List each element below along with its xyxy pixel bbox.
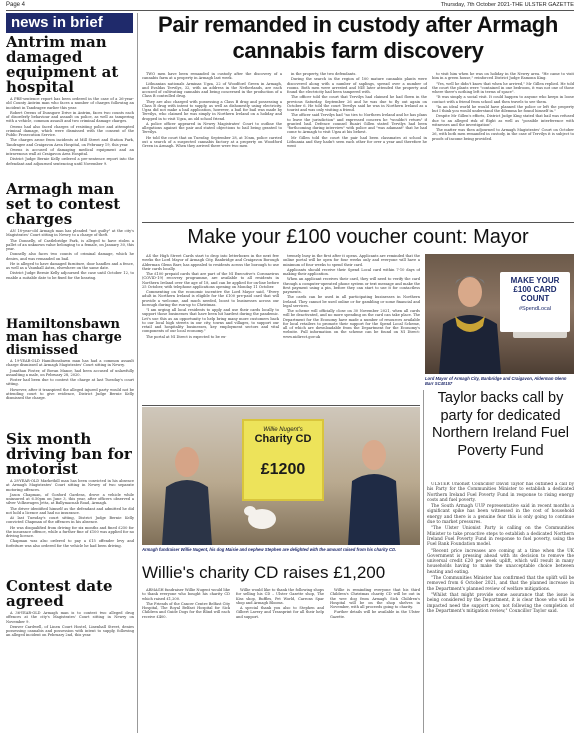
paragraph: Owens had also faced charges of resisting police and attempted criminal damage, which were dismissed with the consent of the Public Prosecution Service. xyxy=(6,124,134,137)
paragraph: The officer told the court that Tervilys had claimed he had flown in the previous Saturday, September 26 and he was due to fly out again on October 6. He told the court Tervilys said he was in Northern Ireland as a tourist and was only visiting a friend. xyxy=(287,95,427,112)
charity-caption: Armagh fundraiser Willie Nugent, his dog Maisie and nephew Stephen are delighted with the amount raised from his charity CD. xyxy=(142,547,397,552)
brief-body xyxy=(6,479,134,548)
charity-col-2 xyxy=(236,588,324,733)
paragraph: A 36-YEAR-OLD Armagh man is to contest two alleged drug offences at the city's Magistrates' Court sitting in Newry on November 9. xyxy=(6,611,134,624)
taylor-headline-text: Taylor backs call by party for dedicated Northern Ireland Fuel Poverty Fund xyxy=(431,390,569,459)
brief-body xyxy=(6,229,134,280)
brief-body xyxy=(6,611,134,638)
lead-headline-text: Pair remanded in custody after Armagh cannabis farm discovery xyxy=(157,12,559,63)
charity-headline-text: Willie's charity CD raises £1,200 xyxy=(142,563,386,582)
paragraph: ULSTER Unionist Councillor David Taylor has outlined a call by his Party for the Communities Minister to establish a dedicated Northern Ireland Fuel Poverty Fund in response to rising energy costs and fuel poverty. xyxy=(427,482,574,503)
voucher-col-1 xyxy=(142,254,279,402)
paragraph: The Donnelly, of Castlebridge Park, is alleged to have stolen a pallet of an unknown value belonging to a female, on January 30, this year. xyxy=(6,238,134,251)
paragraph: AS the High Street Cards start to drop into letterboxes in the next few weeks the Lord Mayor of Armagh City, Banbridge and Craigavon Borough Alderman Glenn Barr, has appealed to residents across the borough to use their cards locally. xyxy=(142,254,279,271)
paragraph: The Friends of the Cancer Centre Belfast City Hospital, The Royal Belfast Hospital for Sick Children and Guide Dogs for the Blind will each receive £400. xyxy=(142,601,230,619)
column-divider xyxy=(137,13,138,733)
lead-col-3 xyxy=(432,72,574,220)
paragraph: Jonathan Foster, of Bovan Manor, had been accused of unlawfully assaulting a male, on February 28, 2020. xyxy=(6,368,134,377)
paragraph: "It was simply a social visit. It could happen to anyone who keeps in loose contact with a friend from school and then travels to see them. xyxy=(432,95,574,104)
paragraph: "In an ideal world he would have planned the police or left the property but I think you would understand the dilemma he found himself in." xyxy=(432,104,574,113)
mayor-caption: Lord Mayor of Armagh City, Banbridge and Craigavon, Alderman Glenn Barr SC40157 xyxy=(425,376,567,386)
paragraph: A police officer appeared in Newry Magistrates' Court to outline the allegations against the pair and stated objections to bail being granted to Tervilys. xyxy=(142,121,282,135)
paragraph: Foster had been due to contest the charge at last Tuesday's court sitting. xyxy=(6,378,134,387)
lead-col-1 xyxy=(142,72,282,220)
paragraph: "The Ulster Unionist Party is calling on the Communities Minister to take proactive steps to establish a dedicated Northern Ireland Fuel Poverty Fund in response to fuel poverty, using the Fuel Bank Foundation model. xyxy=(427,526,574,548)
brief-headline: Six month driving ban for motorist xyxy=(6,432,132,478)
paragraph: "The Communities Minister has confirmed that the uplift will be removed from 6 October 2021, and that the planned increase in the Department's planned review of welfare mitigations. xyxy=(427,576,574,592)
news-in-brief-banner xyxy=(6,13,133,33)
paragraph: The South Armagh UUP representative said in recent months a significant spike has been witnessed in the cost of household energy and there is a genuine fear this is only going to continue due to market pressures. xyxy=(427,504,574,526)
paragraph: The cards can be used in all participating businesses in Northern Ireland. They cannot be used online or for gambling or some financial and legal services. xyxy=(283,295,420,308)
paragraph: A 19-YEAR-OLD Hamiltonsbawn man has had a common assault charge dismissed at Armagh Magistrates' Court sitting in Newry. xyxy=(6,359,134,368)
folio-page: Page 4 xyxy=(6,2,26,8)
paragraph: He told the court that on Tuesday, September 28, at 10am, police carried out a search of a suspected cannabis factory at a property on Woodford Green in Armagh. When they arrived there were two men xyxy=(142,135,282,148)
paragraph: The officer said Tervilys had "no ties to Northern Ireland and he has plans to leave the jurisdiction" and expressed concern he "wouldn't return" if granted bail. Defence counsel Ruairi Gillen stated Tervilys had been "forthcoming during interview" with police and "was adamant" that he had come to Armagh to visit Ugza at his behest. xyxy=(287,113,427,135)
section-rule xyxy=(142,405,420,406)
paragraph: They are also charged with possessing a Class B drug and possessing a Class B drug with intent to supply, as well as dishonestly using electricity. Ugza did not make a bail application, however, a bail for bail was made by Tervilys, who claimed he was simply in Northern Ireland on a holiday and dropped in to visit Ugza, an old school friend. xyxy=(142,99,282,121)
voucher-headline-text: Make your £100 voucher count: Mayor xyxy=(187,226,529,248)
paragraph: Owens is accused of damaging medical equipment and an intravenous wall at Craigavon Area Hospital. xyxy=(6,147,134,156)
paragraph: to visit him when he was on holiday in the Newry area. "He came to visit him in a green house," reinforced District Judge Eamonn King. xyxy=(432,72,574,81)
sign-line-3: COUNT xyxy=(520,294,550,303)
voucher-headline xyxy=(142,224,574,250)
paragraph: At last Tuesday's court sitting, District Judge Bernie Kelly convicted Chapman of the offences in his absence. xyxy=(6,516,134,525)
brief-item-2 xyxy=(6,182,134,317)
paragraph: He is alleged to have damaged furniture, door handles and a fence, as well as a Vauxhall Astra, elsewhere on the same date. xyxy=(6,261,134,270)
paragraph: AN 18-year-old Armagh man has pleaded "not guilty" at the city's Magistrates' Court sitting in Newry to a charge of theft. xyxy=(6,229,134,238)
paragraph: Applicants should receive their Spend Local card within 7-10 days of making their application. xyxy=(283,267,420,276)
taylor-headline xyxy=(427,390,574,480)
voucher-col-2 xyxy=(283,254,420,402)
paragraph: "I am urging all local residents to apply and use their cards locally to support those businesses that have been hit hardest during the pandemic. Let's use this as an opportunity to help bring many more customers back to our local high streets in our city, towns and villages, to support our retail and hospitality businesses, key employment sectors and vital components of our local economy." xyxy=(142,308,279,334)
column-divider xyxy=(423,390,424,733)
sign-line-1: MAKE YOUR xyxy=(510,276,560,285)
paragraph: The driver identified himself as the defendant and admitted he did not hold a licence and had no insurance. xyxy=(6,506,134,515)
brief-headline: Hamiltonsbawn man has charge dismissed xyxy=(6,318,122,358)
paragraph: "Whilst that might provide some assurance that the issue is being considered by the Department, it is clear those who will be impacted need the support now, not following the completion of the Department's mitigation review," Councillor Taylor said. xyxy=(427,592,574,614)
sign-title: Charity CD xyxy=(254,433,312,445)
taylor-body xyxy=(427,482,574,733)
charity-headline xyxy=(142,561,420,585)
paragraph: Chapman was also ordered to pay a £15 offender levy and forfeiture was also ordered for the vehicle he had been driving. xyxy=(6,539,134,548)
charity-cd-sign xyxy=(242,419,324,501)
brief-item-5 xyxy=(6,579,134,734)
charity-col-3 xyxy=(330,588,420,733)
mayor-photo xyxy=(425,254,574,374)
paragraph: The portal at NI Direct is expected to be ex- xyxy=(146,334,227,339)
paragraph: District Judge Bernie Kelly ordered a pre-sentence report into the defendant and adjourned sentencing until November 9. xyxy=(6,157,134,166)
paragraph: Denver Cardwell, of Linen Court Hostel, Linenhall Street, denies possessing cannabis and possession with intent to supply, following an alleged incident on February 2nd, this year. xyxy=(6,624,134,638)
news-in-brief-label: news in brief xyxy=(11,14,103,31)
paragraph: ARMAGH fundraiser Willie Nugent would like to thank everyone who bought his charity CD which raised £1,200. xyxy=(142,588,230,601)
paragraph: Willie would like to thank the following shops for selling his CD – Ulster Gazette shop, The Kiss shop, Ruffles, Pet World, Carrons Spar shop and Armagh Blooms. xyxy=(236,588,324,605)
charity-photo xyxy=(142,407,420,545)
paragraph: District Judge Bernie Kelly adjourned the case until October 12, to enable a suitable date to be fixed for the hearing. xyxy=(6,271,134,280)
spend-local-sign xyxy=(500,272,570,332)
paragraph: The £100 prepaid cards that are part of the NI Executive's Coronavirus (COVID-19) recovery programme, are available to all residents in Northern Ireland over the age of 18, and can be applied for on-line before 25 October, with telephone applications opening on Monday 11 October. xyxy=(142,272,279,289)
brief-item-1 xyxy=(6,35,134,178)
lead-headline xyxy=(142,12,574,68)
paragraph: The charges arose from incidents at Mill Street and Station Park, Tandragee and Craigavon Area Hospital, on February 19, this year. xyxy=(6,138,134,147)
charity-col-1 xyxy=(142,588,230,733)
paragraph: Willie is reminding everyone that his third Children's Christmas charity CD will be out in the wee dog from Armagh Sick Children's Hospital will be on the shop shelves in November, with all proceeds going to charity. xyxy=(330,588,420,609)
paragraph: Robert Owens of Dunsgore Drive in Antrim, faces two counts each of disorderly behaviour and assault on police, as well as tampering with a vehicle, common assault and two criminal damage charges. xyxy=(6,110,134,124)
paragraph: Mr Gillen told the court the pair had been classmates at school in Lithuania and they hadn't seen each other for over a year and therefore he went xyxy=(287,135,427,148)
paragraph: in the property, the two defendants. xyxy=(291,72,357,76)
paragraph: Jason Chapman, of Gosford Gardens, drove a vehicle while uninsured at 6.50pm on June 3, this year, after officers observed a silver Volkswagen Jetta, at Ballymacnab Road, Armagh. xyxy=(6,492,134,506)
paragraph: He was disqualified from driving for six months and fined £250 for the insurance offence, while a further fine of £100 was applied for no driving licence. xyxy=(6,525,134,538)
paragraph: However, after it transpired the alleged injured party would not be attending court to give evidence, District Judge Bernie Kelly dismissed the charge. xyxy=(6,387,134,400)
brief-body xyxy=(6,359,134,400)
brief-item-3 xyxy=(6,318,134,430)
lead-col-2 xyxy=(287,72,427,220)
paragraph: A special thank you also to Stephen and Gilbert Lavery and Transprint for all their help and support. xyxy=(236,606,324,619)
brief-body xyxy=(6,97,134,166)
brief-headline: Antrim man damaged equipment at hospital xyxy=(6,35,119,96)
paragraph: Lithuanian nationals Arminas Ugza, 22 of Woodford Green in Armagh, and Evaldas Tervilys, 32, with an address in the Netherlands, are each accused of cultivating cannabis and being concerned in the production of a Class B controlled drug. xyxy=(142,81,282,99)
paragraph: Donnelly also faces two counts of criminal damage, which he denies, and was remanded on bail. xyxy=(6,252,134,261)
sign-amount: £1200 xyxy=(260,461,306,478)
paragraph: During the search in the region of 100 mature cannabis plants were discovered along with a number of saplings, spread over a number of rooms. Both men were arrested and NIE later attended the property and found the electricity had been tampered with. xyxy=(287,77,427,94)
brief-headline: Contest date agreed xyxy=(6,579,113,610)
section-rule xyxy=(142,222,574,223)
paragraph: A 28-YEAR-OLD Markethill man has been convicted in his absence at Armagh Magistrates' Court sitting in Newry of two separate motoring offences. xyxy=(6,479,134,492)
brief-headline: Armagh man set to contest charges xyxy=(6,182,121,228)
sign-line-2: £100 CARD xyxy=(513,285,557,294)
paragraph: The matter was then adjourned to Armagh Magistrates' Court on October 26, with both men remanded in custody, in the case of Tervilys it is subject to proofs of income being provided. xyxy=(432,128,574,141)
paragraph: Commenting on the economic incentive the Lord Mayor said, "Every adult in Northern Ireland is eligible for the £100 pre-paid card that will provide a welcome, and much needed, boost to businesses across our borough during the run-up to Christmas. xyxy=(142,290,279,307)
folio-rule xyxy=(6,10,574,11)
paragraph: Despite Mr Gillen's efforts, District Judge King stated that bail was refused due to an alleged risk of flight as well as "possible interference with witnesses and the investigation". xyxy=(432,114,574,127)
brief-item-4 xyxy=(6,432,134,575)
paragraph: "Recent price increases are coming at a time when the UK Government is pressing ahead with its decision to remove the universal credit £20 per week uplift, which will result in many households having to make the unacceptable choice between heating and eating. xyxy=(427,548,574,575)
paragraph: "Yes, well he didn't know that when he arrived," Mr Gillen replied. He told the court the plants were "contained in one bedroom, it was not one of those where there's nothing left in terms of space". xyxy=(432,81,574,94)
paragraph: When an applicant receives their card, they will need to verify the card through a computer-operated phone system or text message and make the first payment using a pin, before they can start to use it for contactless payments. xyxy=(283,277,420,294)
paragraph: The scheme will officially close on 30 November 2021, when all cards will be deactivated, and no more spending on the card can take place. The Department for the Economy have made a number of resources available for local retailers to promote their support for the Spend Local Scheme, all of which are downloadable from the Department for the Economy's website. Full information on the scheme can be found on NI Direct: www.nidirect.gov.uk xyxy=(283,309,420,339)
paragraph: tremely busy in the first after it opens. Applicants are reminded that the online portal will be open for four weeks only and everyone will have a minimum of four weeks to spend their card. xyxy=(283,254,420,267)
sign-hashtag: #SpendLocal xyxy=(518,306,552,312)
paragraph: Further details will be available in the Ulster Gazette. xyxy=(330,610,420,619)
folio-date: Thursday, 7th October 2021-THE ULSTER GAZETTE xyxy=(440,2,574,8)
paragraph: A PRE-sentence report has been ordered in the case of a 26-year-old County Antrim man who faces a number of charges following an incident in Tandragee earlier this year. xyxy=(6,97,134,110)
paragraph: TWO men have been remanded in custody after the discovery of a cannabis farm at a property in Armagh last week. xyxy=(142,72,282,81)
sign-name: Willie Nugent's xyxy=(263,427,303,433)
